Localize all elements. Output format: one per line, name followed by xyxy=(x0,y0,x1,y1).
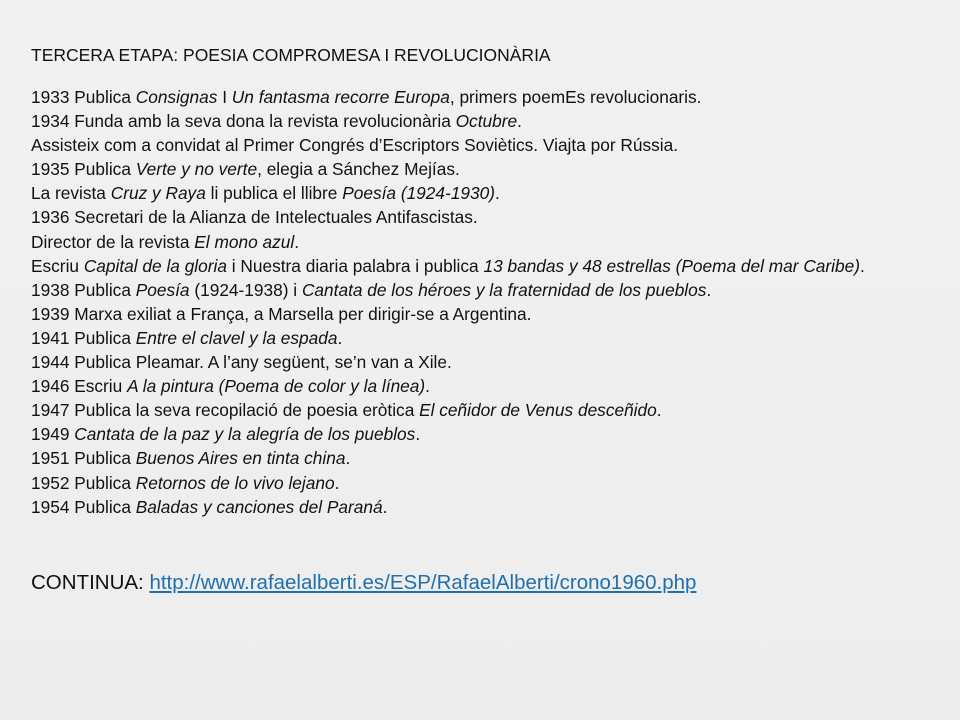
entry-text: Escriu xyxy=(31,255,84,276)
entry-text: . xyxy=(706,279,712,300)
work-title: Cruz y Raya xyxy=(110,183,206,204)
chronology-entry xyxy=(31,181,936,205)
entry-text: La revista xyxy=(31,183,111,204)
entry-text: Director de la revista xyxy=(31,231,195,252)
entry-text: 1941 Publica xyxy=(31,327,136,348)
chronology-entry xyxy=(31,278,936,302)
entry-text: . xyxy=(345,448,351,469)
chronology-list xyxy=(31,85,936,519)
continue-link[interactable]: http://www.rafaelalberti.es/ESP/RafaelAlberti/crono1960.php xyxy=(149,571,697,594)
entry-text: 1951 Publica xyxy=(31,448,136,469)
chronology-entry xyxy=(31,398,936,422)
entry-text: I xyxy=(217,87,232,107)
entry-text: 1947 Publica la seva recopilació de poesia eròtica xyxy=(31,400,420,421)
work-title: Poesía (1924-1930) xyxy=(342,183,495,204)
work-title: Cantata de la paz y la alegría de los pueblos xyxy=(74,424,416,445)
work-title: El mono azul xyxy=(194,231,295,252)
entry-text: . xyxy=(294,231,299,252)
page-title: TERCERA ETAPA: POESIA COMPROMESA I REVOLUCIONÀRIA xyxy=(31,45,551,65)
entry-text: . xyxy=(382,496,388,517)
chronology-entry xyxy=(31,302,936,326)
entry-text: . xyxy=(425,376,430,397)
continue-line xyxy=(31,571,696,595)
entry-text: . xyxy=(517,111,522,132)
chronology-entry xyxy=(31,230,936,254)
entry-text: 1936 Secretari de la Alianza de Intelectuales Antifascistas. xyxy=(31,207,478,228)
chronology-entry xyxy=(31,133,936,157)
work-title: Cantata de los héroes y la fraternidad de los pueblos xyxy=(301,279,707,300)
work-title: Octubre xyxy=(455,111,518,132)
entry-text: , primers poemEs revolucionaris. xyxy=(449,87,702,107)
work-title: 13 bandas y 48 estrellas (Poema del mar Caribe) xyxy=(483,255,860,276)
chronology-entry xyxy=(31,350,936,374)
chronology-entry xyxy=(31,205,936,229)
chronology-entry xyxy=(31,446,936,470)
entry-text: 1952 Publica xyxy=(31,472,136,493)
entry-text: 1949 xyxy=(31,424,75,445)
entry-text: . xyxy=(415,424,421,445)
entry-text: . xyxy=(860,255,865,276)
entry-text: . xyxy=(337,327,343,348)
entry-text: 1939 Marxa exiliat a França, a Marsella per dirigir-se a Argentina. xyxy=(31,303,532,324)
work-title: Baladas y canciones del Paraná xyxy=(135,496,383,517)
entry-text: , elegia a Sánchez Mejías. xyxy=(257,159,460,180)
continue-label: CONTINUA: xyxy=(31,571,150,594)
entry-text: 1933 Publica xyxy=(31,87,136,107)
work-title: Entre el clavel y la espada xyxy=(135,327,338,348)
entry-text: li publica el llibre xyxy=(205,183,343,204)
entry-text: 1944 Publica Pleamar. A l’any següent, se’n van a Xile. xyxy=(31,352,452,373)
chronology-entry xyxy=(31,85,936,109)
entry-text: i Nuestra diaria palabra i publica xyxy=(226,255,484,276)
entry-text: . xyxy=(334,472,340,493)
work-title: Consignas xyxy=(135,87,218,107)
chronology-entry xyxy=(31,326,936,350)
chronology-entry xyxy=(31,374,936,398)
work-title: A la pintura (Poema de color y la línea) xyxy=(127,376,426,397)
work-title: Capital de la gloria xyxy=(83,255,227,276)
entry-text: . xyxy=(656,400,662,421)
work-title: Un fantasma recorre Europa xyxy=(231,87,450,107)
work-title: Poesía xyxy=(135,279,190,300)
chronology-entry xyxy=(31,109,936,133)
entry-text: . xyxy=(494,183,500,204)
entry-text: 1935 Publica xyxy=(31,159,136,180)
chronology-entry xyxy=(31,422,936,446)
chronology-entry xyxy=(31,471,936,495)
entry-text: (1924-1938) i xyxy=(189,279,302,300)
work-title: El ceñidor de Venus desceñido xyxy=(419,400,657,421)
chronology-entry xyxy=(31,495,936,519)
work-title: Verte y no verte xyxy=(135,159,258,180)
entry-text: 1946 Escriu xyxy=(31,376,128,397)
entry-text: 1954 Publica xyxy=(31,496,136,517)
work-title: Retornos de lo vivo lejano xyxy=(135,472,335,493)
entry-text: Assisteix com a convidat al Primer Congrés d’Escriptors Soviètics. Viajta por Rússia. xyxy=(31,135,679,156)
entry-text: 1938 Publica xyxy=(31,279,136,300)
chronology-entry xyxy=(31,254,936,278)
work-title: Buenos Aires en tinta china xyxy=(135,448,346,469)
entry-text: 1934 Funda amb la seva dona la revista revolucionària xyxy=(31,111,456,132)
chronology-entry xyxy=(31,157,936,181)
